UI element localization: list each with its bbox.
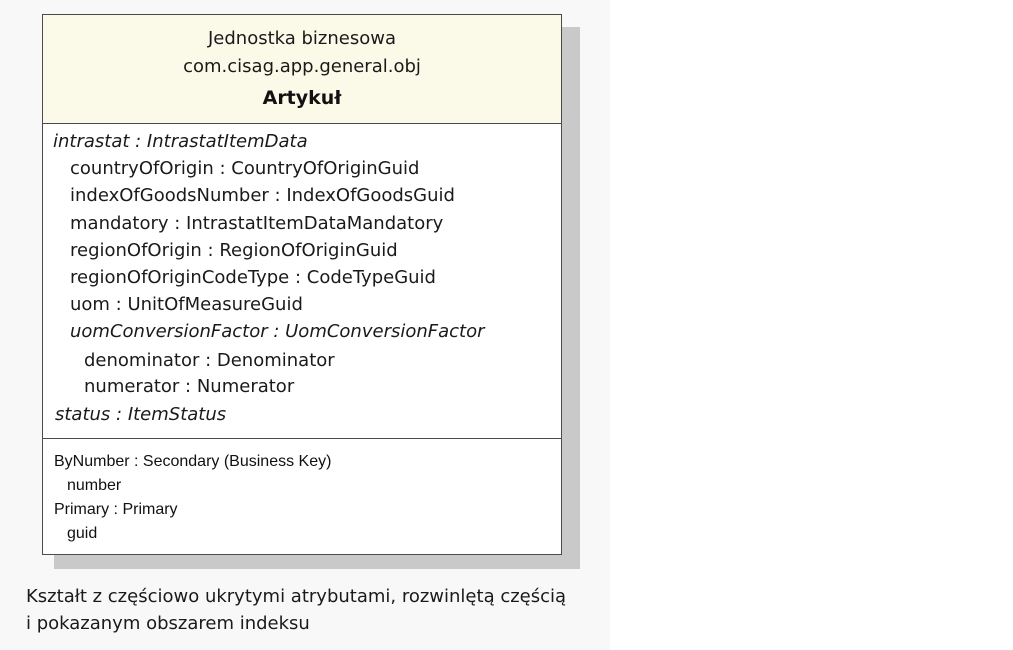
attribute-uom-conversion-factor: uomConversionFactor : UomConversionFactor — [70, 321, 485, 342]
attribute-country-of-origin: countryOfOrigin : CountryOfOriginGuid — [70, 158, 420, 179]
index-primary: Primary : Primary — [54, 501, 178, 518]
attribute-uom: uom : UnitOfMeasureGuid — [70, 294, 303, 315]
attribute-numerator: numerator : Numerator — [84, 376, 295, 397]
attribute-region-of-origin-code-type: regionOfOriginCodeType : CodeTypeGuid — [70, 267, 436, 288]
attributes-compartment — [43, 124, 561, 439]
attribute-denominator: denominator : Denominator — [84, 350, 335, 371]
index-by-number: ByNumber : Secondary (Business Key) — [54, 453, 332, 470]
caption-line-1: Kształt z częściowo ukrytymi atrybutami, rozwinlętą częścią — [26, 586, 567, 607]
attribute-index-of-goods-number: indexOfGoodsNumber : IndexOfGoodsGuid — [70, 185, 455, 206]
class-name: Artykuł — [262, 87, 342, 109]
index-field-number: number — [67, 477, 122, 494]
figure-caption — [26, 583, 606, 637]
attribute-intrastat: intrastat : IntrastatItemData — [53, 131, 308, 152]
attribute-region-of-origin: regionOfOrigin : RegionOfOriginGuid — [70, 240, 398, 261]
attribute-status: status : ItemStatus — [55, 404, 227, 425]
class-package: com.cisag.app.general.obj — [183, 56, 421, 77]
class-header — [43, 15, 561, 124]
uml-class-box — [42, 14, 562, 555]
caption-line-2: i pokazanym obszarem indeksu — [26, 613, 310, 634]
index-field-guid: guid — [67, 525, 98, 542]
class-stereotype: Jednostka biznesowa — [207, 28, 397, 49]
attribute-mandatory: mandatory : IntrastatItemDataMandatory — [70, 213, 444, 234]
index-compartment — [43, 439, 561, 554]
